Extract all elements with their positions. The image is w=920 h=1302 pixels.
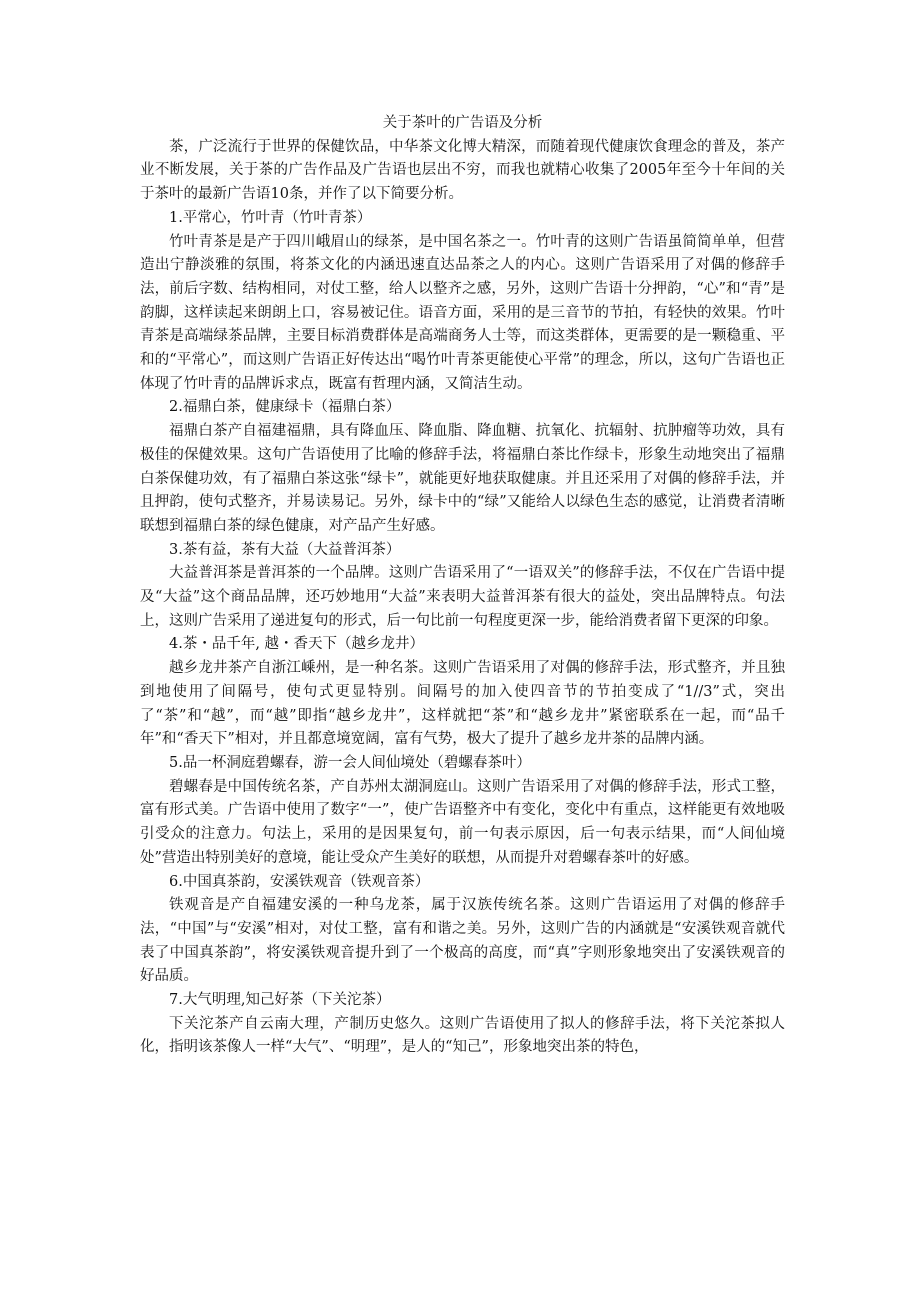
section-2-body: 福鼎白茶产自福建福鼎，具有降血压、降血脂、降血糖、抗氧化、抗辐射、抗肿瘤等功效，具有极佳的保健效果。这句广告语使用了比喻的修辞手法，将福鼎白茶比作绿卡，形象生动地突出了福鼎白茶保健功效，有了福鼎白茶这张“绿卡”，就能更好地获取健康。并且还采用了对偶的修辞手法，并且押韵，使句式整齐，并易读易记。另外，绿卡中的“绿”又能给人以绿色生态的感觉，让消费者清晰联想到福鼎白茶的绿色健康，对产品产生好感。 — [140, 423, 785, 534]
section-6-body: 铁观音是产自福建安溪的一种乌龙茶，属于汉族传统名茶。这则广告语运用了对偶的修辞手法，“中国”与“安溪”相对，对仗工整，富有和谐之美。另外，这则广告的内涵就是“安溪铁观音就代表了中国真茶韵”，将安溪铁观音提升到了一个极高的高度，而“真”字则形象地突出了安溪铁观音的好品质。 — [140, 897, 785, 985]
section-1-heading: 1.平常心，竹叶青（竹叶青茶） — [169, 209, 372, 226]
section-6-heading: 6.中国真茶韵，安溪铁观音（铁观音茶） — [169, 873, 430, 890]
section-5-body: 碧螺春是中国传统名茶，产自苏州太湖洞庭山。这则广告语采用了对偶的修辞手法，形式工整，富有形式美。广告语中使用了数字“一”，使广告语整齐中有变化，变化中有重点，这样能更有效地吸引受众的注意力。句法上，采用的是因果复句，前一句表示原因，后一句表示结果，而“人间仙境处”营造出特别美好的意境，能让受众产生美好的联想，从而提升对碧螺春茶叶的好感。 — [140, 778, 785, 866]
section-7-heading: 7.大气明理,知己好茶（下关沱茶） — [169, 992, 391, 1009]
section-7-body: 下关沱茶产自云南大理，产制历史悠久。这则广告语使用了拟人的修辞手法，将下关沱茶拟人化，指明该茶像人一样“大气”、“明理”，是人的“知己”，形象地突出茶的特色， — [140, 1015, 785, 1056]
section-4-heading: 4.茶・品千年, 越・香天下（越乡龙井） — [169, 636, 425, 653]
document-page — [140, 112, 785, 1060]
intro-paragraph: 茶，广泛流行于世界的保健饮品，中华茶文化博大精深，而随着现代健康饮食理念的普及，茶产业不断发展，关于茶的广告作品及广告语也层出不穷，而我也就精心收集了2005年至今十年间的关于茶叶的最新广告语10条，并作了以下简要分析。 — [140, 138, 785, 203]
section-3-body: 大益普洱茶是普洱茶的一个品牌。这则广告语采用了“一语双关”的修辞手法，不仅在广告语中提及“大益”这个商品品牌，还巧妙地用“大益”来表明大益普洱茶有很大的益处，突出品牌特点。句法上，这则广告采用了递进复句的形式，后一句比前一句程度更深一步，能给消费者留下更深的印象。 — [140, 565, 785, 629]
section-3-heading: 3.茶有益，茶有大益（大益普洱茶） — [169, 541, 401, 558]
document-title: 关于茶叶的广告语及分析 — [382, 115, 543, 131]
section-4-body: 越乡龙井茶产自浙江嵊州，是一种名茶。这则广告语采用了对偶的修辞手法，形式整齐，并且独到地使用了间隔号，使句式更显特别。间隔号的加入使四音节的节拍变成了“1//3”式，突出了“茶”和“越”，而“越”即指“越乡龙井”，这样就把“茶”和“越乡龙井”紧密联系在一起，而“品千年”和“香天下”相对，并且都意境宽阔，富有气势，极大了提升了越乡龙井茶的品牌内涵。 — [140, 660, 785, 748]
section-2-heading: 2.福鼎白茶，健康绿卡（福鼎白茶） — [169, 399, 401, 416]
section-1-body: 竹叶青茶是是产于四川峨眉山的绿茶，是中国名茶之一。竹叶青的这则广告语虽简简单单，但营造出宁静淡雅的氛围，将茶文化的内涵迅速直达品茶之人的内心。这则广告语采用了对偶的修辞手法，前后字数、结构相同，对仗工整，给人以整齐之感，另外，这则广告语十分押韵，“心”和“青”是韵脚，这样读起来朗朗上口，容易被记住。语音方面，采用的是三音节的节拍，有轻快的效果。竹叶青茶是高端绿茶品牌，主要目标消费群体是高端商务人士等，而这类群体，更需要的是一颗稳重、平和的“平常心”，而这则广告语正好传达出“喝竹叶青茶更能使心平常”的理念，所以，这句广告语也正体现了竹叶青的品牌诉求点，既富有哲理内涵，又简洁生动。 — [140, 233, 785, 392]
section-5-heading: 5.品一杯洞庭碧螺春，游一会人间仙境处（碧螺春茶叶） — [169, 754, 531, 771]
